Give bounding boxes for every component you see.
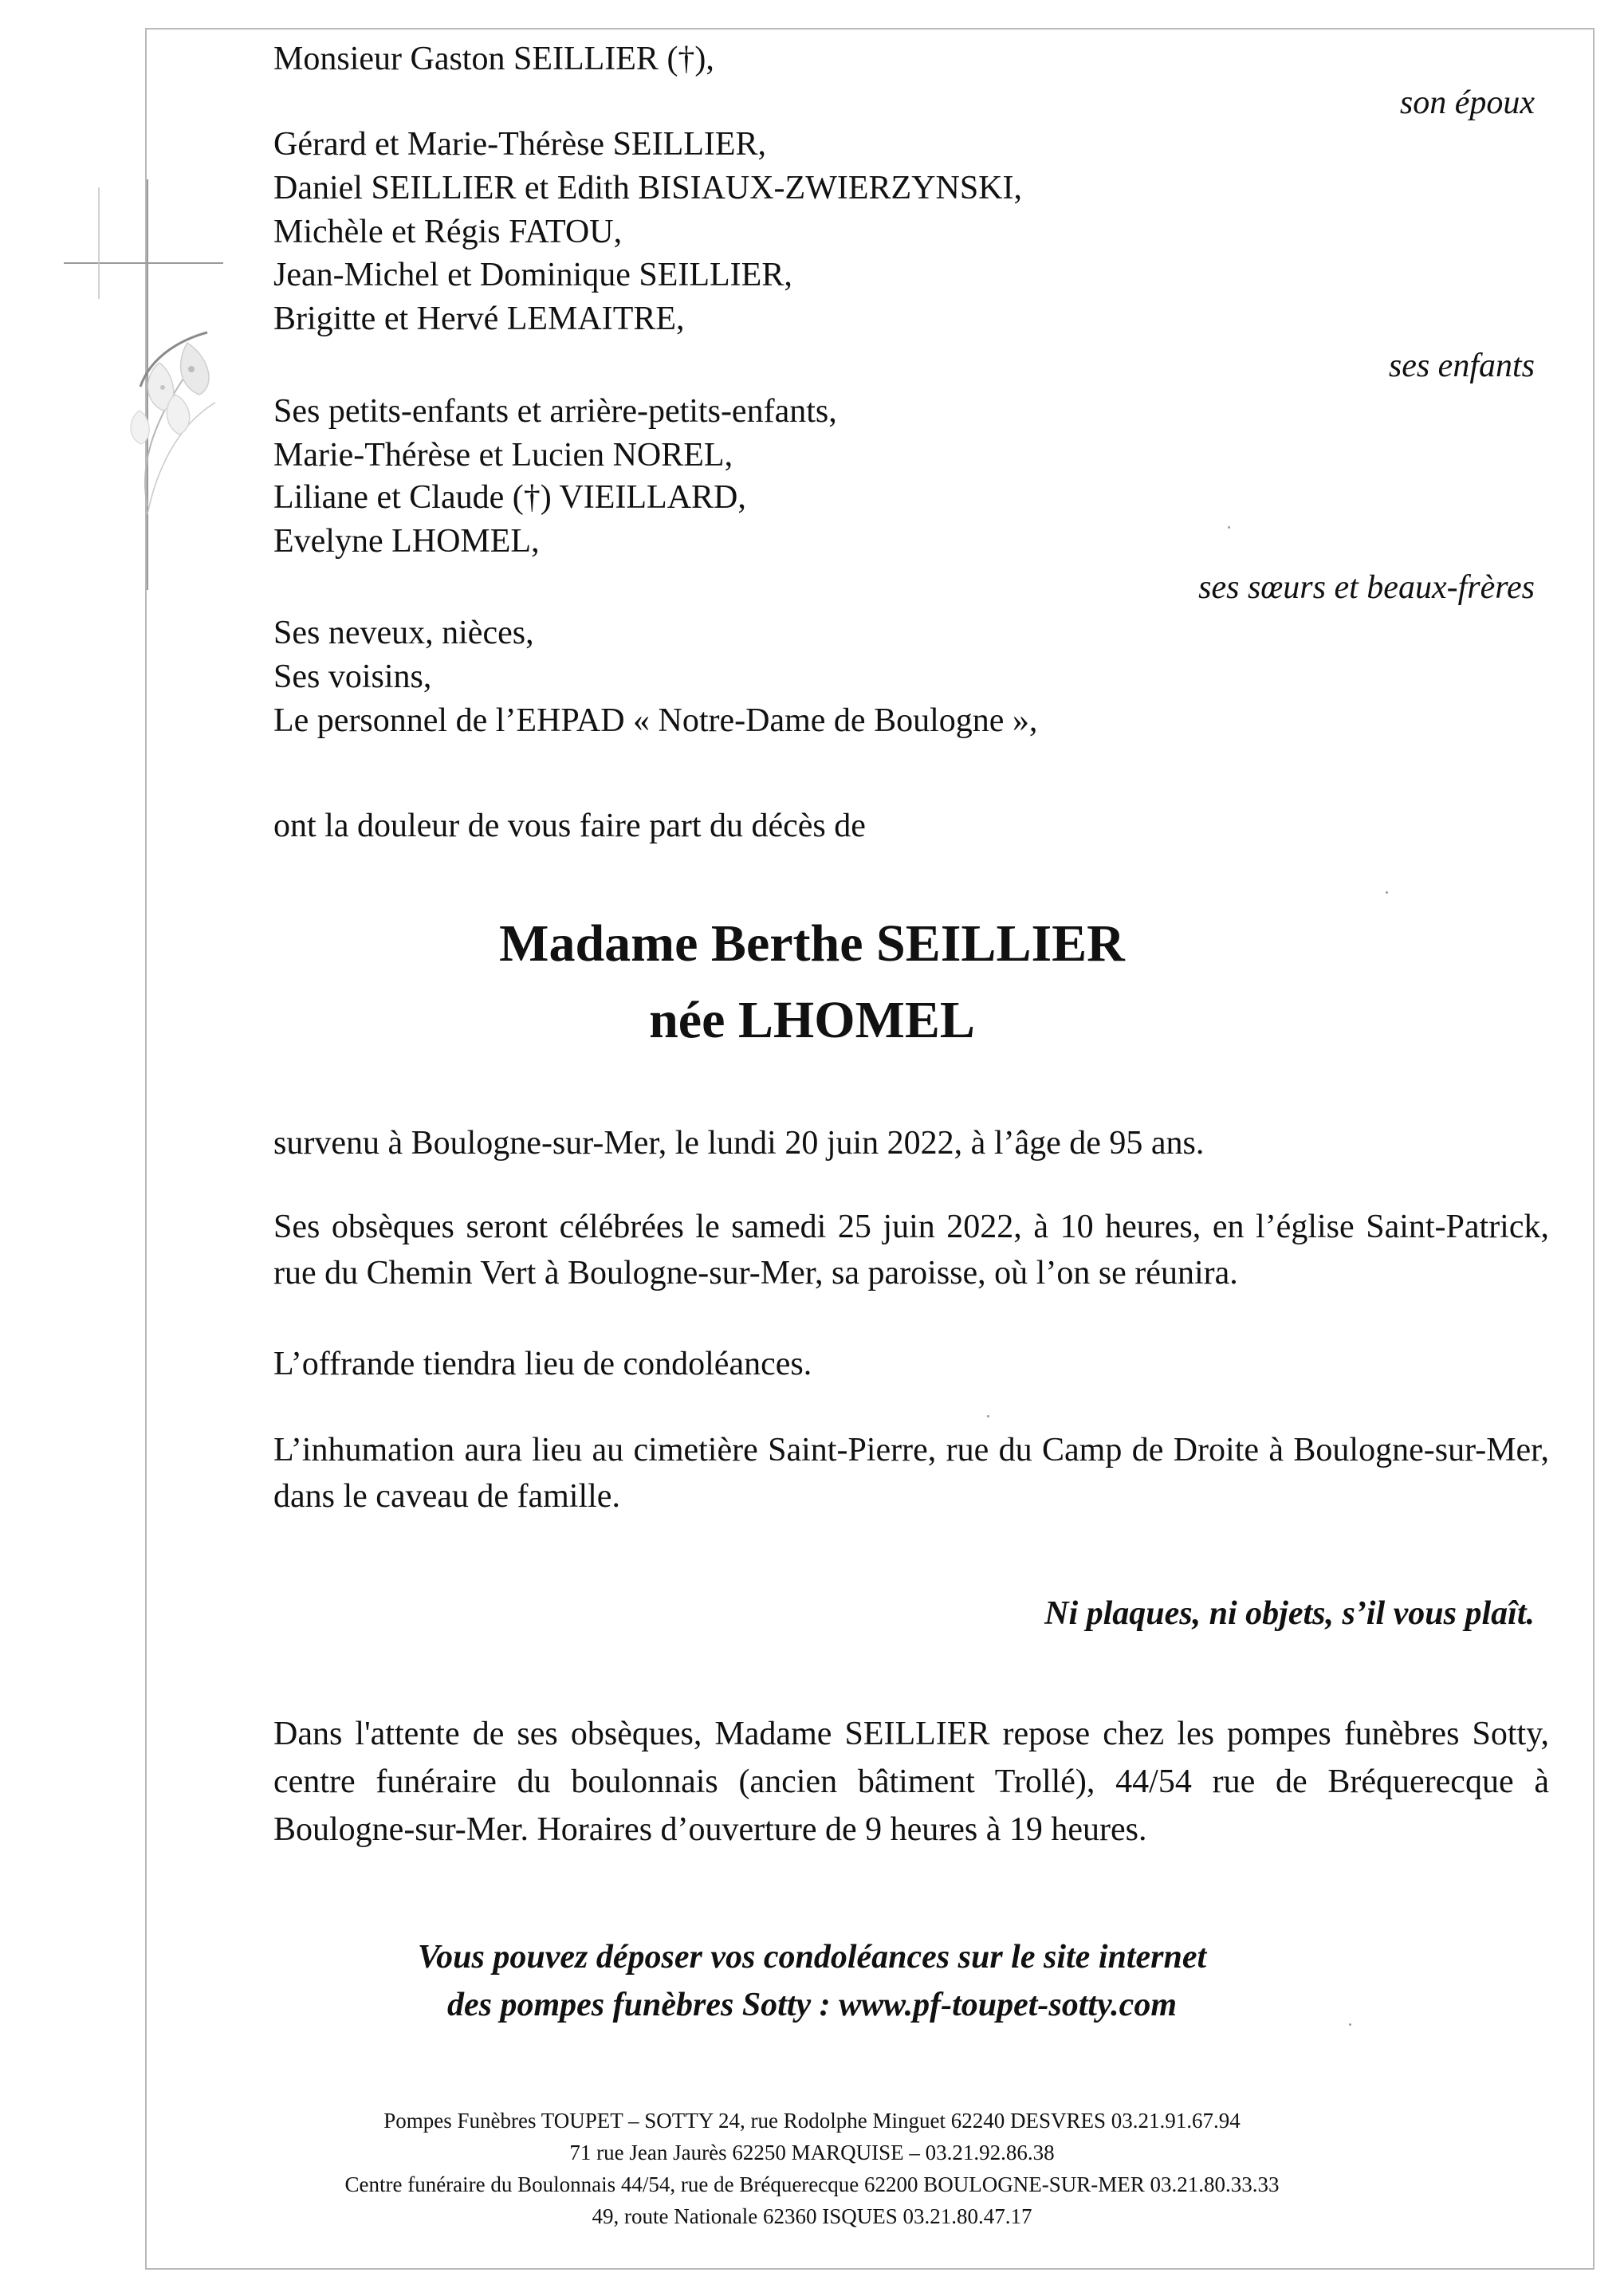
child-line-2: Daniel SEILLIER et Edith BISIAUX-ZWIERZYNSKI,	[273, 170, 1022, 206]
scan-speck	[987, 1415, 989, 1417]
footer-line-1: Pompes Funèbres TOUPET – SOTTY 24, rue Rodolphe Minguet 62240 DESVRES 03.21.91.67.94	[383, 2109, 1241, 2133]
deceased-maiden-name: née LHOMEL	[649, 991, 975, 1049]
scan-speck	[1386, 891, 1388, 894]
death-info: survenu à Boulogne-sur-Mer, le lundi 20 juin 2022, à l’âge de 95 ans.	[273, 1125, 1205, 1162]
footer-line-4: 49, route Nationale 62360 ISQUES 03.21.80.47.17	[592, 2204, 1032, 2228]
condolences-line-2: des pompes funèbres Sotty : www.pf-toupet-sotty.com	[447, 1987, 1177, 2023]
burial-info: L’inhumation aura lieu au cimetière Saint-Pierre, rue du Camp de Droite à Boulogne-sur-Mer, dans le caveau de famille.	[273, 1432, 1549, 1515]
cross-with-lily-icon	[64, 163, 247, 594]
others-line-2: Ses voisins,	[273, 659, 432, 695]
sibling-line-1: Ses petits-enfants et arrière-petits-enfants,	[273, 393, 837, 430]
announcement: ont la douleur de vous faire part du décès de	[273, 808, 866, 844]
others-line-3: Le personnel de l’EHPAD « Notre-Dame de Boulogne »,	[273, 702, 1038, 739]
sibling-line-4: Evelyne LHOMEL,	[273, 523, 540, 560]
condolences-line-1: Vous pouvez déposer vos condoléances sur le site internet	[417, 1939, 1207, 1976]
scan-speck	[1349, 2023, 1351, 2026]
sibling-line-3: Liliane et Claude (†) VIEILLARD,	[273, 479, 746, 516]
sibling-line-2: Marie-Thérèse et Lucien NOREL,	[273, 437, 733, 474]
child-line-3: Michèle et Régis FATOU,	[273, 214, 623, 250]
footer-line-3: Centre funéraire du Boulonnais 44/54, rue de Bréquerecque 62200 BOULOGNE-SUR-MER 03.21.80.33.33	[344, 2172, 1280, 2196]
deceased-name: Madame Berthe SEILLIER	[499, 914, 1125, 973]
resting-info: Dans l'attente de ses obsèques, Madame SEILLIER repose chez les pompes funèbres Sotty, centre funéraire du boulonnais (ancien bâtiment Trollé), 44/54 rue de Bréquerecque à Boulogne-sur-Mer. Horaires d’ouverture de 9 heures à 19 heures.	[273, 1716, 1549, 1848]
child-line-4: Jean-Michel et Dominique SEILLIER,	[273, 257, 792, 293]
spouse-line: Monsieur Gaston SEILLIER (†),	[273, 41, 714, 77]
no-flowers-request: Ni plaques, ni objets, s’il vous plaît.	[1044, 1595, 1535, 1632]
child-line-1: Gérard et Marie-Thérèse SEILLIER,	[273, 126, 767, 163]
scan-speck	[1228, 526, 1230, 529]
child-line-5: Brigitte et Hervé LEMAITRE,	[273, 301, 685, 337]
offering-info: L’offrande tiendra lieu de condoléances.	[273, 1346, 812, 1382]
funeral-info: Ses obsèques seront célébrées le samedi 25 juin 2022, à 10 heures, en l’église Saint-Patrick, rue du Chemin Vert à Boulogne-sur-Mer, sa paroisse, où l’on se réunira.	[273, 1209, 1549, 1292]
children-relation: ses enfants	[1388, 348, 1535, 384]
spouse-relation: son époux	[1399, 85, 1535, 121]
footer-line-2: 71 rue Jean Jaurès 62250 MARQUISE – 03.21.92.86.38	[569, 2141, 1055, 2164]
others-line-1: Ses neveux, nièces,	[273, 615, 534, 651]
siblings-relation: ses sœurs et beaux-frères	[1198, 569, 1535, 606]
